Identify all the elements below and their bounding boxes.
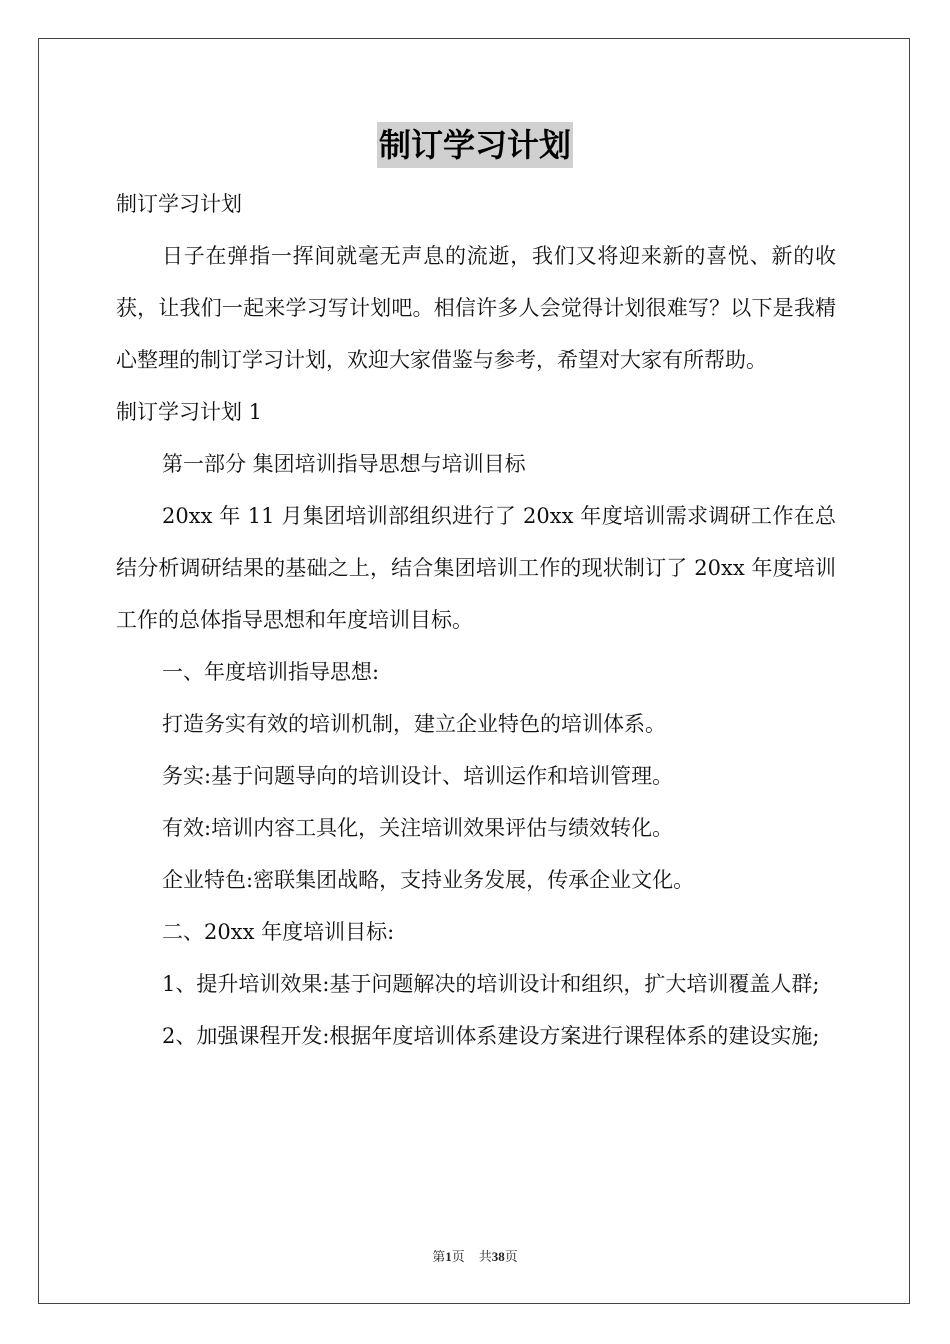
paragraph: 打造务实有效的培训机制，建立企业特色的培训体系。 xyxy=(162,712,666,736)
total-prefix: 共 xyxy=(478,1249,492,1264)
paragraph: 有效:培训内容工具化，关注培训效果评估与绩效转化。 xyxy=(162,816,674,840)
page-footer xyxy=(0,1246,950,1265)
total-suffix: 页 xyxy=(504,1249,518,1264)
total-pages: 38 xyxy=(491,1249,505,1264)
paragraph: 二、20xx 年度培训目标: xyxy=(162,920,395,944)
paragraph: 2、加强课程开发:根据年度培训体系建设方案进行课程体系的建设实施; xyxy=(162,1024,820,1048)
document-body xyxy=(116,178,836,1062)
paragraph: 制订学习计划 1 xyxy=(116,400,263,424)
paragraph: 第一部分 集团培训指导思想与培训目标 xyxy=(162,452,526,476)
paragraph: 务实:基于问题导向的培训设计、培训运作和培训管理。 xyxy=(162,764,674,788)
paragraph: 日子在弹指一挥间就毫无声息的流逝，我们又将迎来新的喜悦、新的收获，让我们一起来学习写计划吧。相信许多人会觉得计划很难写？以下是我精心整理的制订学习计划，欢迎大家借鉴与参考，希望对大家有所帮助。 xyxy=(116,244,836,372)
paragraph: 一、年度培训指导思想: xyxy=(162,660,380,684)
page-suffix: 页 xyxy=(451,1249,465,1264)
page-number: 1 xyxy=(445,1249,452,1264)
paragraph: 企业特色:密联集团战略，支持业务发展，传承企业文化。 xyxy=(162,868,695,892)
paragraph: 20xx 年 11 月集团培训部组织进行了 20xx 年度培训需求调研工作在总结分析调研结果的基础之上，结合集团培训工作的现状制订了 20xx 年度培训工作的总体指导思想和年度培训目标。 xyxy=(116,504,836,632)
paragraph: 制订学习计划 xyxy=(116,192,242,216)
title-container xyxy=(0,122,950,168)
paragraph: 1、提升培训效果:基于问题解决的培训设计和组织，扩大培训覆盖人群; xyxy=(162,972,820,996)
document-title: 制订学习计划 xyxy=(377,122,573,168)
page-prefix: 第 xyxy=(432,1249,446,1264)
